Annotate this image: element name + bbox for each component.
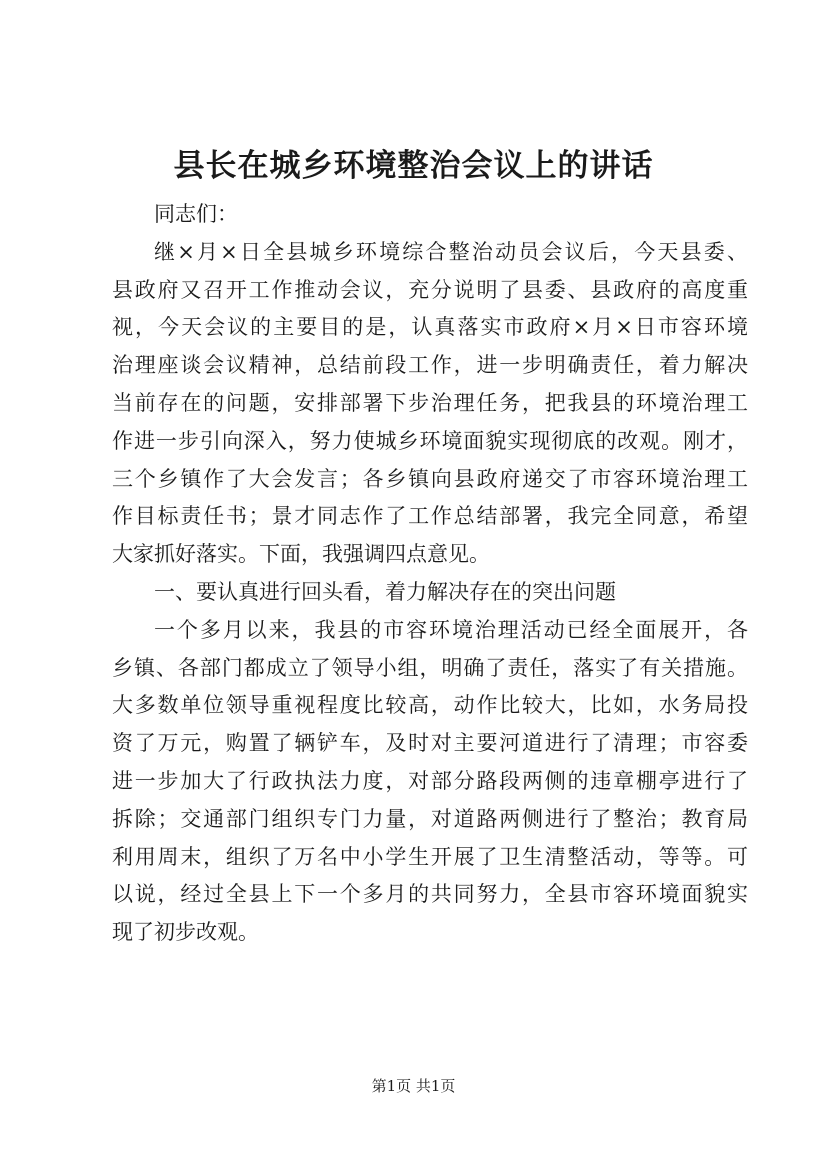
salutation: 同志们： — [154, 202, 238, 226]
paragraph-line: 大多数单位领导重视程度比较高，动作比较大，比如，水务局投 — [112, 693, 748, 718]
paragraph-line: 进一步加大了行政执法力度，对部分路段两侧的违章棚亭进行了 — [112, 768, 748, 793]
paragraph-line: 现了初步改观。 — [112, 920, 259, 945]
paragraph-line: 大家抓好落实。下面，我强调四点意见。 — [112, 542, 490, 567]
paragraph-line: 县政府又召开工作推动会议，充分说明了县委、县政府的高度重 — [112, 277, 748, 302]
paragraph-line: 资了万元，购置了辆铲车，及时对主要河道进行了清理；市容委 — [112, 731, 748, 756]
paragraph-line: 利用周末，组织了万名中小学生开展了卫生清整活动，等等。可 — [112, 844, 748, 869]
document-body — [112, 196, 748, 952]
paragraph-line: 乡镇、各部门都成立了领导小组，明确了责任，落实了有关措施。 — [112, 655, 748, 680]
paragraph-line: 作进一步引向深入，努力使城乡环境面貌实现彻底的改观。刚才， — [112, 428, 748, 453]
paragraph-line: 三个乡镇作了大会发言；各乡镇向县政府递交了市容环境治理工 — [112, 466, 748, 491]
paragraph-line: 拆除；交通部门组织专门力量，对道路两侧进行了整治；教育局 — [112, 806, 748, 831]
paragraph-line: 当前存在的问题，安排部署下步治理任务，把我县的环境治理工 — [112, 390, 748, 415]
page-footer: 第1页 共1页 — [371, 1077, 456, 1095]
paragraph-line: 作目标责任书；景才同志作了工作总结部署，我完全同意，希望 — [112, 504, 748, 529]
paragraph-line: 一个多月以来，我县的市容环境治理活动已经全面展开，各 — [154, 617, 748, 642]
section-heading: 一、要认真进行回头看，着力解决存在的突出问题 — [154, 579, 616, 604]
paragraph-line: 继×月×日全县城乡环境综合整治动员会议后，今天县委、 — [154, 239, 748, 264]
document-title: 县长在城乡环境整治会议上的讲话 — [173, 148, 654, 184]
paragraph-line: 以说，经过全县上下一个多月的共同努力，全县市容环境面貌实 — [112, 882, 748, 907]
paragraph-line: 视，今天会议的主要目的是，认真落实市政府×月×日市容环境 — [112, 315, 748, 340]
paragraph-line: 治理座谈会议精神，总结前段工作，进一步明确责任，着力解决 — [112, 353, 748, 378]
